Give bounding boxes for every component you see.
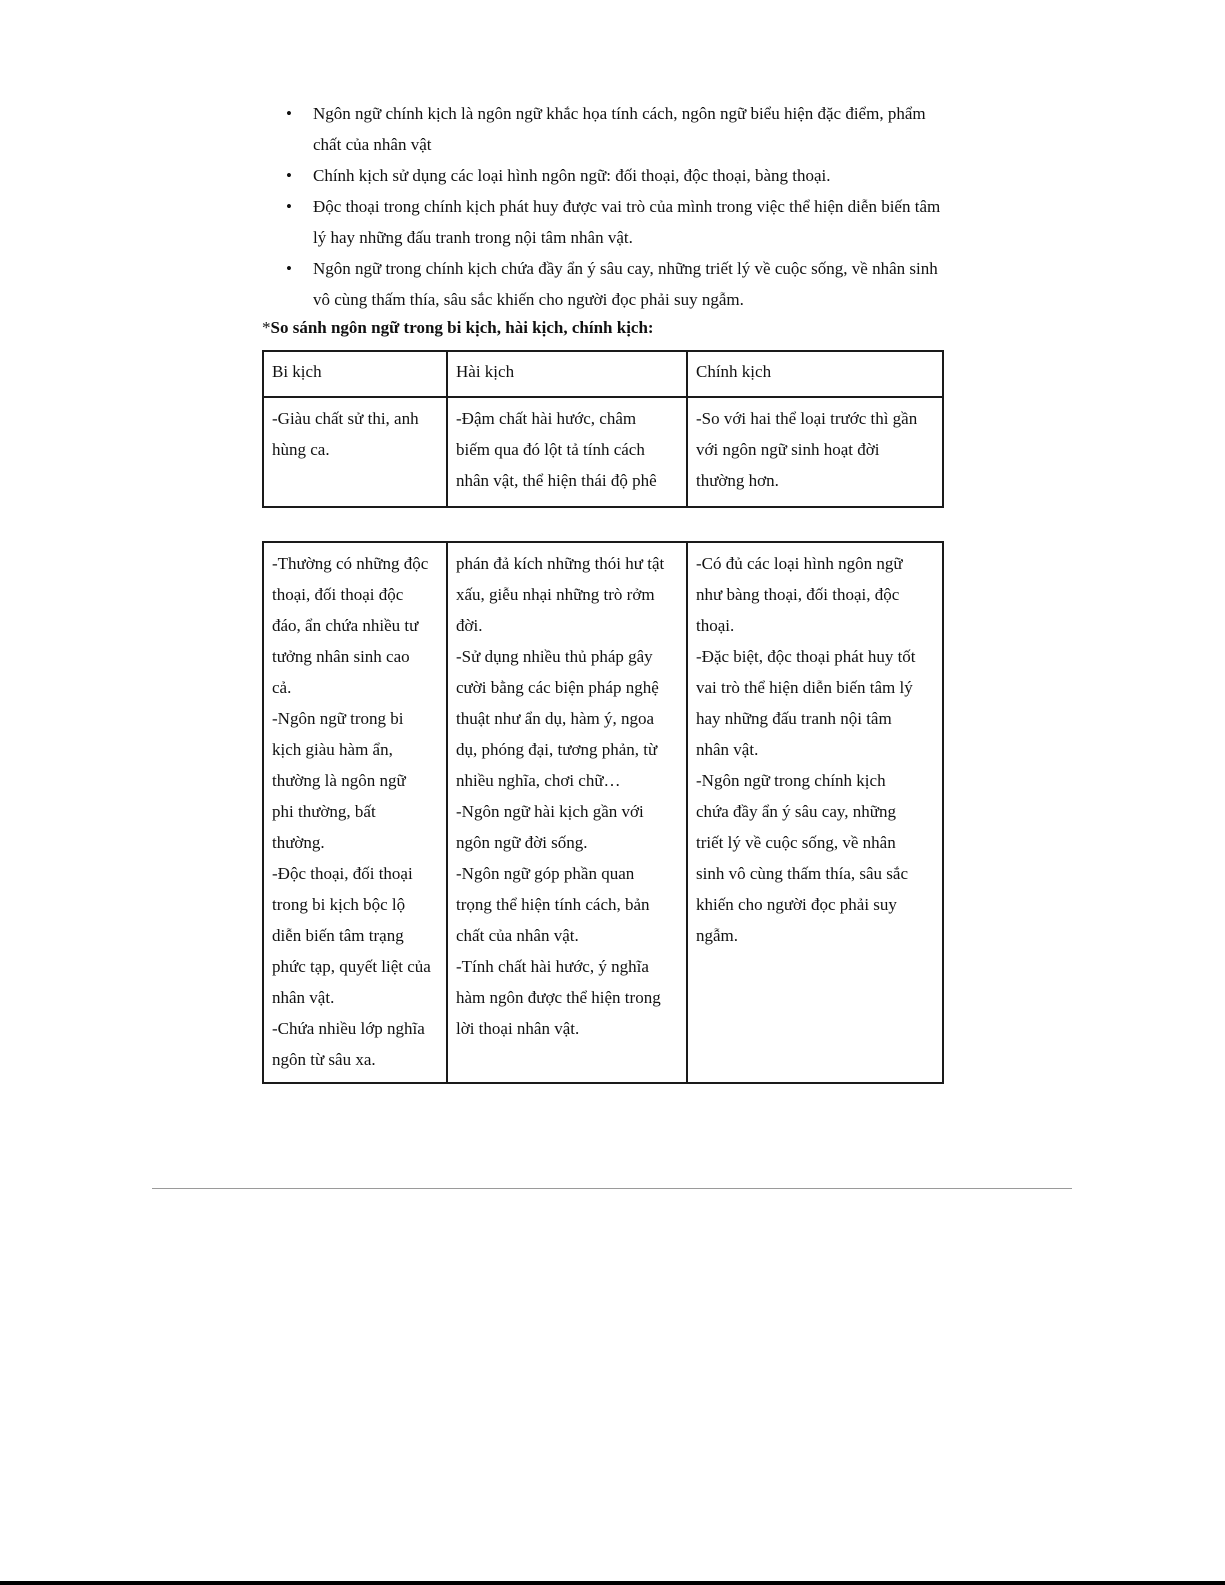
bullet-item: • Chính kịch sử dụng các loại hình ngôn ngữ: đối thoại, độc thoại, bàng thoại.: [286, 160, 951, 191]
cell-line: -Ngôn ngữ trong chính kịch: [696, 771, 886, 790]
header-chinh-kich: Chính kịch: [687, 351, 943, 397]
bullet-item: • Ngôn ngữ trong chính kịch chứa đầy ẩn ý sâu cay, những triết lý về cuộc sống, về nhân sinh vô cùng thấm thía, sâu sắc khiến cho người đọc phải suy ngẫm.: [286, 253, 951, 315]
cell-line: hay những đấu tranh nội tâm: [696, 709, 892, 728]
cell-line: trong bi kịch bộc lộ: [272, 895, 406, 914]
cell-line: thoại, đối thoại độc: [272, 585, 404, 604]
cell-line: -Ngôn ngữ trong bi: [272, 709, 404, 728]
cell-line: -Có đủ các loại hình ngôn ngữ: [696, 554, 903, 573]
cell-line: vai trò thể hiện diễn biến tâm lý: [696, 678, 913, 697]
cell-line: -Đặc biệt, độc thoại phát huy tốt: [696, 647, 916, 666]
cell-line: chứa đầy ẩn ý sâu cay, những: [696, 802, 897, 821]
cell-line: nhân vật.: [272, 988, 335, 1007]
cell-bi-kich: [263, 397, 447, 507]
cell-line: trọng thể hiện tính cách, bản: [456, 895, 650, 914]
cell-line: phi thường, bất: [272, 802, 376, 821]
cell-line: -Đậm chất hài hước, châm: [456, 409, 637, 428]
table-header-row: [263, 351, 943, 397]
cell-chinh-kich: [687, 397, 943, 507]
cell-line: cười bằng các biện pháp nghệ: [456, 678, 659, 697]
cell-line: dụ, phóng đại, tương phản, từ: [456, 740, 658, 759]
cell-line: hùng ca.: [272, 440, 330, 459]
heading-prefix: *: [262, 318, 271, 337]
cell-bi-kich: [263, 542, 447, 1083]
cell-line: thường là ngôn ngữ: [272, 771, 406, 790]
cell-line: nhân vật, thể hiện thái độ phê: [456, 471, 657, 490]
cell-line: hàm ngôn được thể hiện trong: [456, 988, 661, 1007]
cell-line: -Độc thoại, đối thoại: [272, 864, 413, 883]
header-hai-kich: Hài kịch: [447, 351, 687, 397]
cell-line: -So với hai thể loại trước thì gần: [696, 409, 918, 428]
cell-line: phán đả kích những thói hư tật: [456, 554, 665, 573]
cell-line: thoại.: [696, 616, 735, 635]
cell-line: -Ngôn ngữ hài kịch gần với: [456, 802, 644, 821]
cell-line: ngôn ngữ đời sống.: [456, 833, 588, 852]
cell-line: -Giàu chất sử thi, anh: [272, 409, 419, 428]
cell-line: -Sử dụng nhiều thủ pháp gây: [456, 647, 653, 666]
cell-line: -Thường có những độc: [272, 554, 429, 573]
cell-line: với ngôn ngữ sinh hoạt đời: [696, 440, 880, 459]
cell-line: lời thoại nhân vật.: [456, 1019, 580, 1038]
page-divider: [152, 1188, 1072, 1189]
comparison-heading: [262, 316, 654, 340]
cell-line: đời.: [456, 616, 483, 635]
cell-line: nhiều nghĩa, chơi chữ…: [456, 771, 621, 790]
cell-line: diễn biến tâm trạng: [272, 926, 404, 945]
comparison-table-part-2: [262, 541, 944, 1084]
cell-line: kịch giàu hàm ẩn,: [272, 740, 393, 759]
cell-chinh-kich: [687, 542, 943, 1083]
bullet-list: [286, 98, 951, 315]
cell-line: ngôn từ sâu xa.: [272, 1050, 376, 1069]
header-bi-kich: Bi kịch: [263, 351, 447, 397]
cell-line: cả.: [272, 678, 292, 697]
cell-line: sinh vô cùng thấm thía, sâu sắc: [696, 864, 908, 883]
cell-line: nhân vật.: [696, 740, 759, 759]
table-row: [263, 542, 943, 1083]
cell-line: phức tạp, quyết liệt của: [272, 957, 431, 976]
cell-line: tưởng nhân sinh cao: [272, 647, 410, 666]
comparison-table-part-1: [262, 350, 944, 508]
cell-line: thường hơn.: [696, 471, 779, 490]
cell-hai-kich: [447, 542, 687, 1083]
cell-line: ngẫm.: [696, 926, 739, 945]
cell-line: biếm qua đó lột tả tính cách: [456, 440, 645, 459]
cell-line: -Tính chất hài hước, ý nghĩa: [456, 957, 649, 976]
bullet-item: • Độc thoại trong chính kịch phát huy được vai trò của mình trong việc thể hiện diễn biến tâm lý hay những đấu tranh trong nội tâm nhân vật.: [286, 191, 951, 253]
cell-line: thường.: [272, 833, 325, 852]
cell-line: -Ngôn ngữ góp phần quan: [456, 864, 635, 883]
bullet-item: • Ngôn ngữ chính kịch là ngôn ngữ khắc họa tính cách, ngôn ngữ biểu hiện đặc điểm, phẩm chất của nhân vật: [286, 98, 951, 160]
cell-line: khiến cho người đọc phải suy: [696, 895, 897, 914]
cell-line: thuật như ẩn dụ, hàm ý, ngoa: [456, 709, 655, 728]
cell-line: chất của nhân vật.: [456, 926, 579, 945]
cell-line: xấu, giễu nhại những trò rởm: [456, 585, 655, 604]
cell-line: triết lý về cuộc sống, về nhân: [696, 833, 896, 852]
heading-text: So sánh ngôn ngữ trong bi kịch, hài kịch, chính kịch:: [270, 318, 654, 337]
cell-hai-kich: [447, 397, 687, 507]
bottom-edge-bar: [0, 1581, 1225, 1585]
cell-line: như bàng thoại, đối thoại, độc: [696, 585, 900, 604]
table-row: [263, 397, 943, 507]
cell-line: -Chứa nhiều lớp nghĩa: [272, 1019, 425, 1038]
cell-line: đáo, ẩn chứa nhiều tư: [272, 616, 419, 635]
